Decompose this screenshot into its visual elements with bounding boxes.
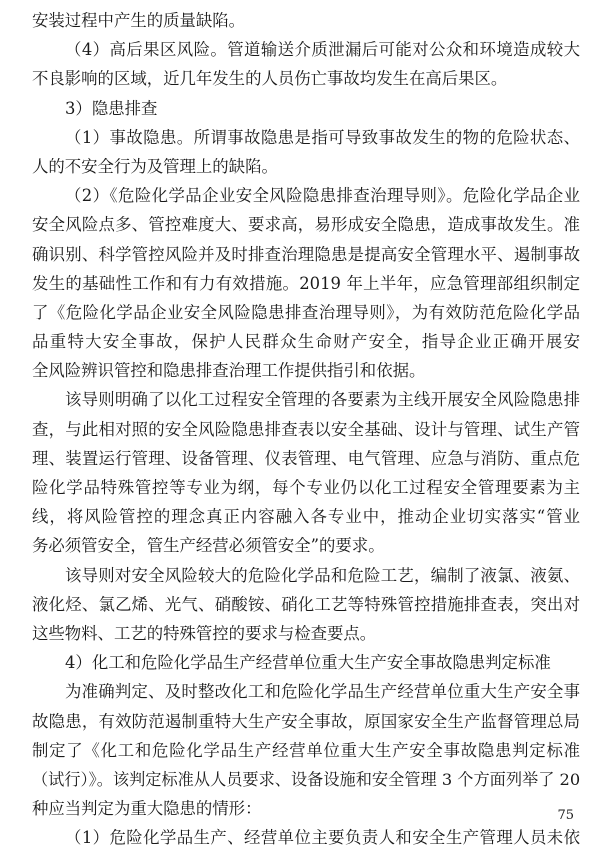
text-line: 制定了《化工和危险化学品生产经营单位重大生产安全事故隐患判定标准 [32, 740, 580, 760]
text-line: 人的不安全行为及管理上的缺陷。 [32, 156, 278, 176]
text-line: 险化学品特殊管控等专业为纲，每个专业仍以化工过程安全管理要素为主 [32, 478, 580, 497]
text-line: 种应当判定为重大隐患的情形： [32, 799, 262, 819]
text-line: （试行）》。该判定标准从人员要求、设备设施和安全管理 3 个方面列举了 20 [32, 769, 581, 789]
text-line: 这些物料、工艺的特殊管控的要求与检查要点。 [32, 623, 377, 643]
text-line: （2）《危险化学品企业安全风险隐患排查治理导则》。危险化学品企业 [65, 186, 580, 206]
section-heading: 3）隐患排查 [65, 98, 158, 118]
text-line: 查，与此相对照的安全风险隐患排查表以安全基础、设计与管理、试生产管 [32, 419, 580, 439]
text-line: 确识别、科学管控风险并及时排查治理隐患是提高安全管理水平、遏制事故 [32, 244, 580, 264]
text-line: 液化烃、氯乙烯、光气、硝酸铵、硝化工艺等特殊管控措施排查表，突出对 [32, 594, 580, 614]
text-line: 不良影响的区域，近几年发生的人员伤亡事故均发生在高后果区。 [32, 69, 508, 89]
text-line: 该导则对安全风险较大的危险化学品和危险工艺，编制了液氯、液氨、 [65, 565, 580, 585]
text-line: 安装过程中产生的质量缺陷。 [32, 11, 246, 30]
page-number: 75 [557, 808, 574, 823]
text-line: （1）事故隐患。所谓事故隐患是指可导致事故发生的物的危险状态、 [65, 127, 580, 147]
text-line: 故隐患，有效防范遏制重特大生产安全事故，原国家安全生产监督管理总局 [32, 711, 580, 731]
text-line: 发生的基础性工作和有力有效措施。2019 年上半年，应急管理部组织制定 [32, 273, 580, 293]
text-line: （1）危险化学品生产、经营单位主要负责人和安全生产管理人员未依 [65, 828, 580, 848]
text-line: 全风险辨识管控和隐患排查治理工作提供指引和依据。 [32, 361, 426, 381]
text-line: 了《危险化学品企业安全风险隐患排查治理导则》，为有效防范危险化学品 [32, 302, 580, 322]
page-body [32, 6, 580, 852]
text-line: 为准确判定、及时整改化工和危险化学品生产经营单位重大生产安全事 [65, 682, 580, 702]
text-line: 安全风险点多、管控难度大、要求高，易形成安全隐患，造成事故发生。准 [32, 215, 580, 235]
text-line: （4）高后果区风险。管道输送介质泄漏后可能对公众和环境造成较大 [65, 40, 580, 60]
text-line: 该导则明确了以化工过程安全管理的各要素为主线开展安全风险隐患排 [65, 390, 580, 410]
text-line: 务必须管安全，管生产经营必须管安全”的要求。 [32, 536, 385, 556]
text-line: 品重特大安全事故，保护人民群众生命财产安全，指导企业正确开展安 [32, 332, 580, 352]
text-line: 线，将风险管控的理念真正内容融入各专业中，推动企业切实落实“管业 [32, 507, 580, 527]
section-heading: 4）化工和危险化学品生产经营单位重大生产安全事故隐患判定标准 [65, 653, 551, 673]
text-line: 理、装置运行管理、设备管理、仪表管理、电气管理、应急与消防、重点危 [32, 448, 580, 468]
